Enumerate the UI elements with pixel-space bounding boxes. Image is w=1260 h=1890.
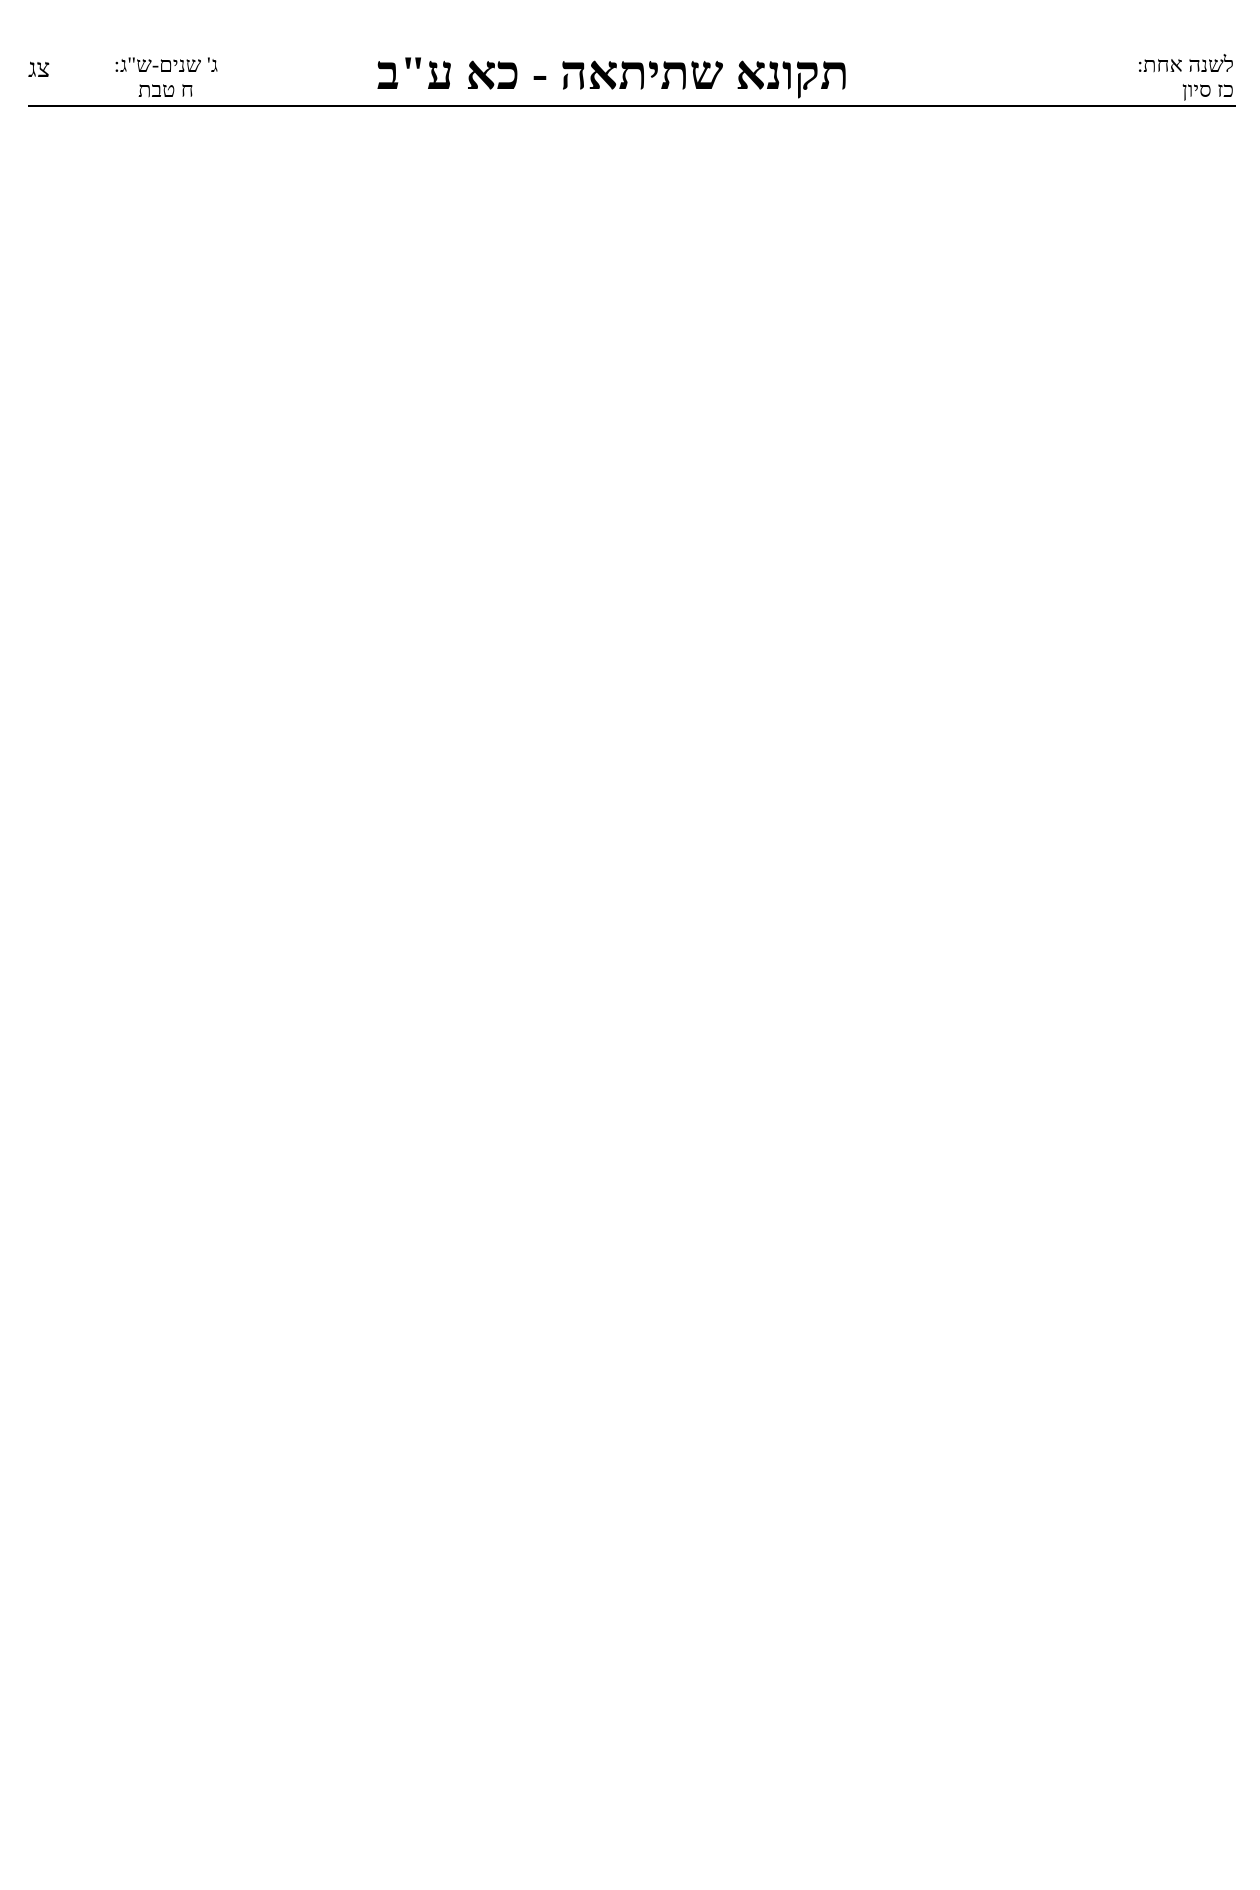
text-line [28,1011,470,1050]
text-line [490,842,1235,894]
text-line [28,816,470,855]
text-line [28,543,470,582]
text-line [28,972,470,1011]
schedule-label: ג' שנים-ש"ג: [113,52,219,77]
text-line [490,790,1235,842]
text-line [28,465,470,504]
paragraph [490,270,1235,842]
text-line [490,426,1235,478]
text-line [28,894,470,933]
text-line [490,218,1235,270]
text-line [28,1128,470,1167]
text-line [28,1284,470,1323]
text-line [28,1362,470,1401]
text-line [490,738,1235,790]
text-line [28,933,470,972]
text-line [28,1323,470,1362]
text-line [490,478,1235,530]
text-line [28,582,470,621]
text-line [28,114,470,153]
hebrew-translation-column [28,114,470,1830]
text-line [490,1466,1235,1518]
text-line [28,153,470,192]
text-line [28,1440,470,1479]
text-line [28,309,470,348]
text-line [28,192,470,231]
paragraph [28,855,470,1245]
text-line [28,1089,470,1128]
text-line [28,660,470,699]
text-line [28,1245,470,1284]
text-line [490,1518,1235,1570]
text-line [490,1102,1235,1154]
text-line [490,322,1235,374]
text-line [490,894,1235,946]
text-line [28,1518,470,1557]
text-line [490,1310,1235,1362]
text-line [28,1713,470,1752]
text-line [28,1206,470,1245]
text-line [28,231,470,270]
text-line [28,699,470,738]
page-title: תקונא שתיתאה - כא ע"ב [376,47,850,100]
header-divider [28,105,1236,107]
paragraph [490,842,1235,1258]
text-line [28,1752,470,1791]
text-line [28,1596,470,1635]
paragraph [28,1245,470,1830]
text-line [490,270,1235,322]
text-line [28,387,470,426]
text-line [490,166,1235,218]
text-line [490,1778,1235,1830]
text-line [490,1726,1235,1778]
text-line [28,777,470,816]
text-line [490,1154,1235,1206]
text-line [28,1479,470,1518]
paragraph [28,348,470,855]
text-line [28,621,470,660]
schedule-date: ח טבת [138,77,194,102]
text-line [490,686,1235,738]
schedule-date: כז סיון [1182,77,1234,102]
text-line [28,855,470,894]
paragraph [490,114,1235,270]
text-line [490,530,1235,582]
text-line [28,348,470,387]
text-line [490,1622,1235,1674]
text-line [28,738,470,777]
aramaic-text-column [490,114,1235,1830]
page-number: צג [28,54,51,83]
schedule-label: לשנה אחת: [1137,52,1234,77]
text-line [28,504,470,543]
text-line [28,426,470,465]
text-line [490,946,1235,998]
text-line [490,114,1235,166]
text-line [28,1791,470,1830]
text-line [490,634,1235,686]
text-line [490,374,1235,426]
text-line [28,1557,470,1596]
header-study-schedule-three-years [96,52,236,102]
text-line [28,1050,470,1089]
text-line [490,582,1235,634]
text-line [490,998,1235,1050]
text-line [28,1167,470,1206]
text-line [490,1050,1235,1102]
text-line [490,1414,1235,1466]
text-line [28,1674,470,1713]
text-line [490,1258,1235,1310]
text-line [490,1674,1235,1726]
text-line [28,1635,470,1674]
text-line [490,1206,1235,1258]
text-line [28,270,470,309]
text-line [490,1362,1235,1414]
text-line [28,1401,470,1440]
paragraph [28,114,470,348]
paragraph [490,1258,1235,1830]
text-line [490,1570,1235,1622]
